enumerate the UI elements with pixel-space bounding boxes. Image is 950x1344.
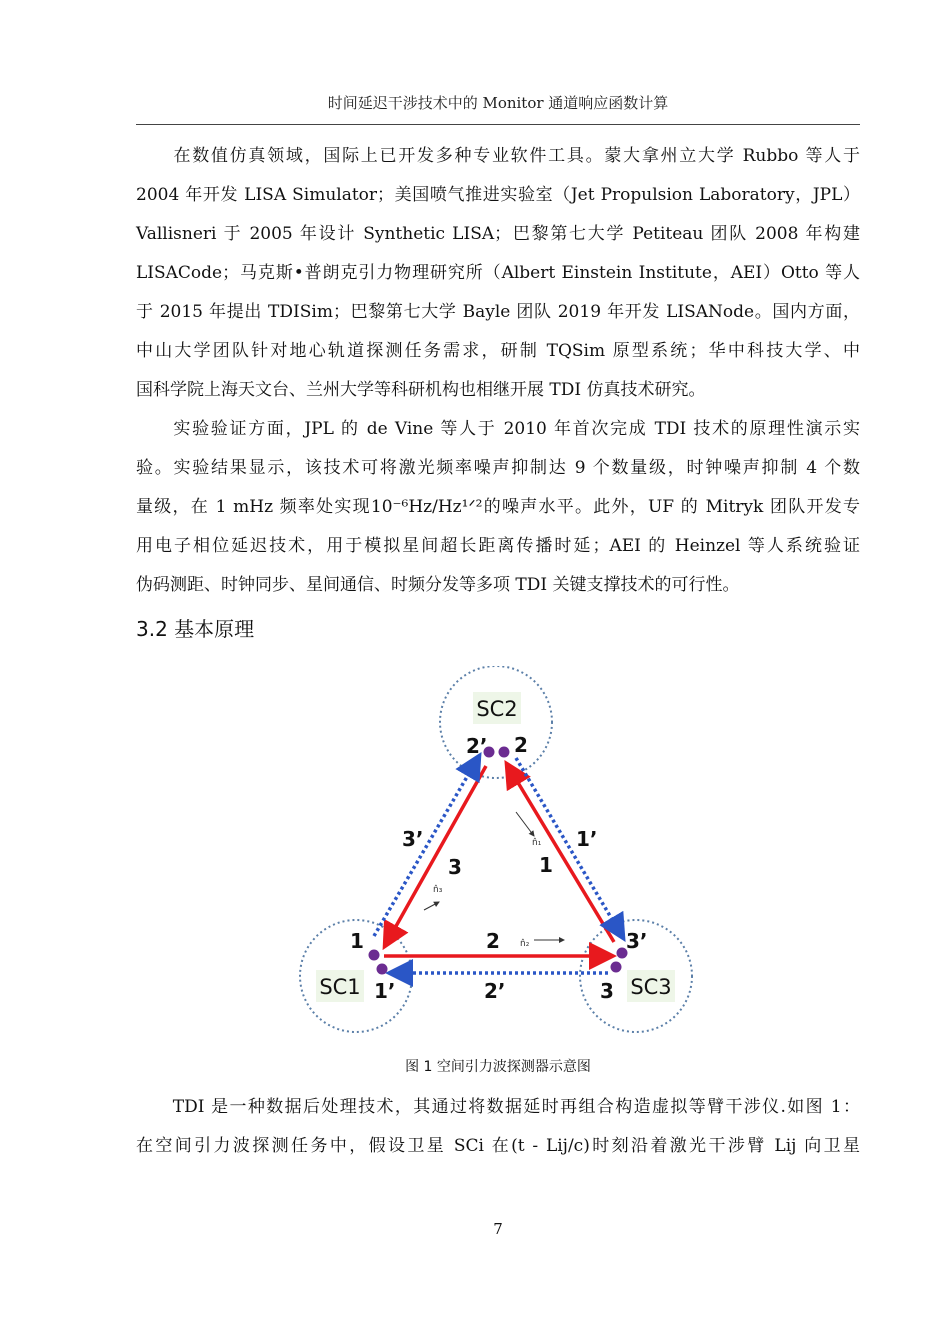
header-rule xyxy=(136,124,860,125)
n3-vector-arrow xyxy=(424,902,439,910)
text-line: 实验验证方面，JPL 的 de Vine 等人于 2010 年首次完成 TDI 技术的原理性演示实 xyxy=(136,419,860,439)
arm-3-solid xyxy=(386,766,486,944)
label-3-sc3: 3 xyxy=(600,979,614,1003)
sc1-label: SC1 xyxy=(319,975,361,999)
sc3-label: SC3 xyxy=(630,975,672,999)
label-2-bottom: 2 xyxy=(486,929,500,953)
detector-diagram xyxy=(296,666,706,1046)
text-line: 验。实验结果显示，该技术可将激光频率噪声抑制达 9 个数量级，时钟噪声抑制 4 个数 xyxy=(136,458,860,478)
label-1p-arm: 1’ xyxy=(576,827,598,851)
paragraph-tdi xyxy=(136,1088,860,1166)
n1-vector-arrow xyxy=(516,812,534,836)
label-2p-top: 2’ xyxy=(466,734,488,758)
text-line: 量级，在 1 mHz 频率处实现10⁻⁶Hz/Hz¹ᐟ²的噪声水平。此外，UF 的 Mitryk 团队开发专 xyxy=(136,497,860,517)
text-line: 国科学院上海天文台、兰州大学等科研机构也相继开展 TDI 仿真技术研究。 xyxy=(136,380,706,400)
label-1-arm: 1 xyxy=(539,853,553,877)
n1-label: n̂₁ xyxy=(532,838,542,848)
n3-label: n̂₃ xyxy=(433,885,443,895)
section-heading: 3.2 基本原理 xyxy=(136,617,255,641)
text-line: 用电子相位延迟技术，用于模拟星间超长距离传播时延；AEI 的 Heinzel 等人系统验证 xyxy=(136,536,860,556)
label-1p-sc1: 1’ xyxy=(374,979,396,1003)
paragraph-experiment xyxy=(136,410,860,605)
n2-label: n̂₂ xyxy=(520,939,530,949)
text-line: LISACode；马克斯•普朗克引力物理研究所（Albert Einstein Institute，AEI）Otto 等人 xyxy=(136,263,860,283)
label-2-top: 2 xyxy=(514,733,528,757)
sc2-label: SC2 xyxy=(476,697,518,721)
label-3p-sc3: 3’ xyxy=(626,929,648,953)
running-header: 时间延迟干涉技术中的 Monitor 通道响应函数计算 xyxy=(327,94,669,112)
text-line: 伪码测距、时钟同步、星间通信、时频分发等多项 TDI 关键支撑技术的可行性。 xyxy=(136,575,740,595)
text-line: TDI 是一种数据后处理技术，其通过将数据延时再组合构造虚拟等臂干涉仪.如图 1： xyxy=(136,1097,860,1117)
node-1p-sc1 xyxy=(377,964,388,975)
page-number: 7 xyxy=(493,1220,503,1238)
label-3-arm: 3 xyxy=(448,855,462,879)
text-line: 在数值仿真领域，国际上已开发多种专业软件工具。蒙大拿州立大学 Rubbo 等人于 xyxy=(136,146,860,166)
label-1-sc1: 1 xyxy=(350,929,364,953)
arm-1-solid xyxy=(508,766,614,942)
text-line: 2004 年开发 LISA Simulator；美国喷气推进实验室（Jet Propulsion Laboratory，JPL） xyxy=(136,185,860,205)
paragraph-simulation xyxy=(136,137,860,410)
text-line: 中山大学团队针对地心轨道探测任务需求，研制 TQSim 原型系统；华中科技大学、中 xyxy=(136,341,860,361)
label-3p-arm: 3’ xyxy=(402,827,424,851)
text-line: 在空间引力波探测任务中，假设卫星 SCi 在(t - Lij/c)时刻沿着激光干涉臂 Lij 向卫星 xyxy=(136,1136,860,1156)
figure-caption: 图 1 空间引力波探测器示意图 xyxy=(405,1059,591,1075)
node-1-sc1 xyxy=(369,950,380,961)
node-2 xyxy=(499,747,510,758)
node-3-sc3 xyxy=(611,962,622,973)
label-2p-bottom: 2’ xyxy=(484,979,506,1003)
text-line: 于 2015 年提出 TDISim；巴黎第七大学 Bayle 团队 2019 年开发 LISANode。国内方面， xyxy=(136,302,860,322)
text-line: Vallisneri 于 2005 年设计 Synthetic LISA；巴黎第七大学 Petiteau 团队 2008 年构建 xyxy=(136,224,860,244)
